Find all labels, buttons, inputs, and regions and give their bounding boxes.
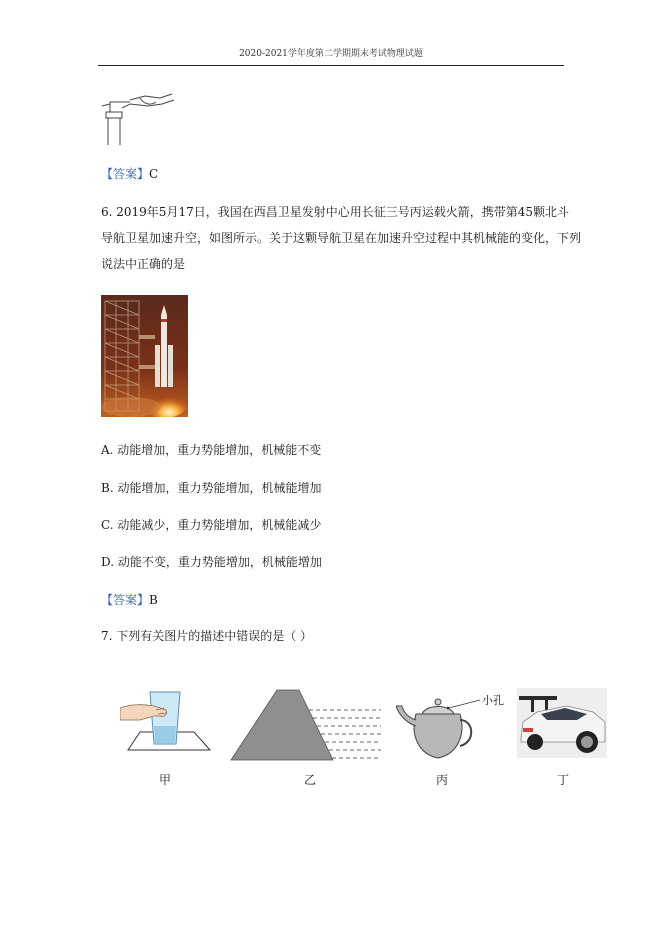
q6-answer-label: 【答案】 [101, 593, 150, 607]
figure-jia-cup-card [120, 686, 214, 764]
caption-bing: 丙 [436, 773, 449, 787]
figure-yi-dam [229, 688, 385, 764]
figure-ding-race-car [517, 688, 607, 758]
q6-stem-line1: 6. 2019年5月17日，我国在西昌卫星发射中心用长征三号丙运载火箭，携带第45颗北斗 [101, 205, 569, 219]
teapot-hole-label: 小孔 [482, 694, 504, 707]
rocket-launch-photo [101, 295, 188, 417]
q6-option-b: B. 动能增加，重力势能增加，机械能增加 [101, 481, 322, 495]
q6-stem-line3: 说法中正确的是 [101, 257, 186, 271]
sprayer-figure [100, 90, 180, 150]
page-header [98, 47, 564, 66]
caption-ding: 丁 [557, 773, 570, 787]
q6-answer [101, 592, 158, 608]
q6-stem-line2: 导航卫星加速升空，如图所示。关于这颗导航卫星在加速升空过程中其机械能的变化，下列 [101, 231, 582, 245]
q6-option-a: A. 动能增加，重力势能增加，机械能不变 [101, 443, 322, 457]
caption-yi: 乙 [304, 773, 317, 787]
q5-answer-label: 【答案】 [101, 167, 150, 181]
q5-answer-value: C [149, 167, 159, 181]
header-title: 2020-2021学年度第二学期期末考试物理试题 [239, 49, 423, 59]
q6-option-c: C. 动能减少，重力势能增加，机械能减少 [101, 518, 322, 532]
caption-jia: 甲 [159, 773, 172, 787]
figure-bing-teapot [396, 684, 480, 764]
q5-answer [101, 166, 158, 182]
q6-answer-value: B [149, 593, 158, 607]
q6-option-d: D. 动能不变，重力势能增加，机械能增加 [101, 555, 322, 569]
q7-stem: 7. 下列有关图片的描述中错误的是（ ） [101, 629, 313, 643]
